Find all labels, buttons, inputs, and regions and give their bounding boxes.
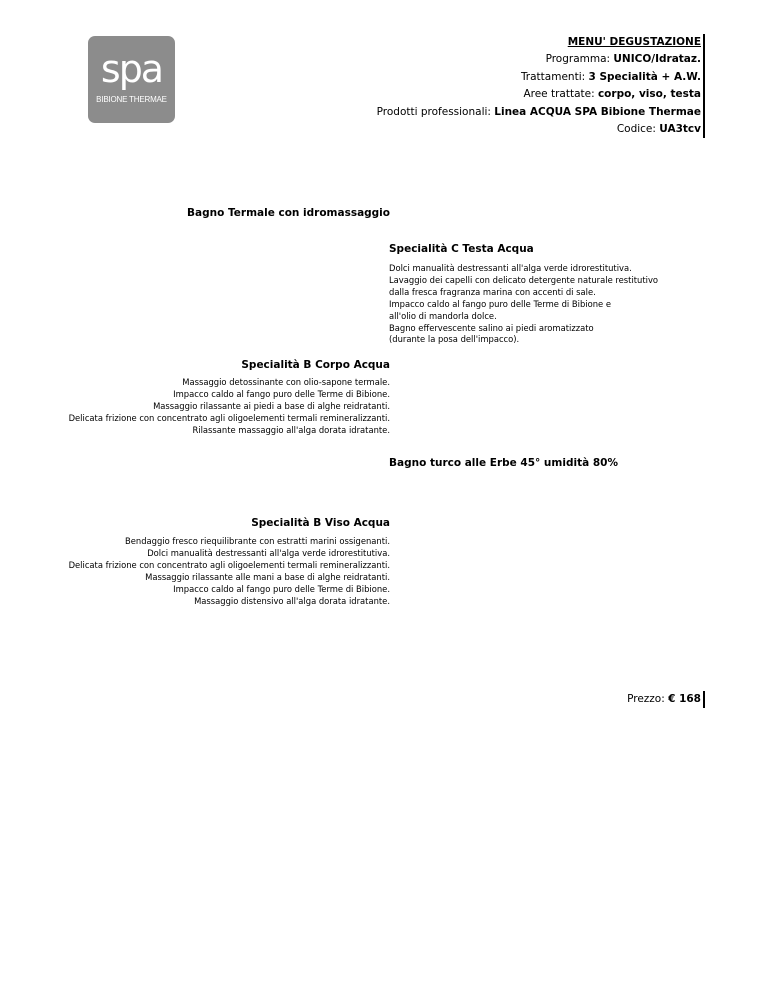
info-label: Programma:	[545, 53, 614, 66]
section-body-viso	[69, 536, 390, 607]
treatment-line: (durante la posa dell'impacco).	[389, 334, 520, 345]
section-body-testa	[389, 263, 658, 346]
info-row-codice	[377, 121, 701, 138]
menu-title: MENU' DEGUSTAZIONE	[567, 36, 701, 48]
info-label: Aree trattate:	[523, 88, 598, 101]
info-label: Codice:	[616, 123, 660, 136]
treatment-line: Massaggio rilassante ai piedi a base di alghe reidratanti.	[153, 400, 390, 411]
treatment-line: Massaggio detossinante con olio-sapone termale.	[182, 377, 390, 387]
treatment-line: Bendaggio fresco riequilibrante con estratti marini ossigenanti.	[125, 536, 390, 546]
spa-logo	[88, 36, 175, 123]
treatment-line: Massaggio rilassante alle mani a base di alghe reidratanti.	[145, 571, 390, 582]
treatment-line: Rilassante massaggio all'alga dorata idratante.	[192, 424, 390, 435]
treatment-line: Dolci manualità destressanti all'alga verde idrorestitutiva.	[389, 263, 632, 273]
section-title-bagno-termale: Bagno Termale con idromassaggio	[187, 207, 390, 219]
treatment-line: Impacco caldo al fango puro delle Terme di Bibione.	[173, 388, 390, 399]
info-value: UA3tcv	[659, 123, 701, 136]
info-row-programma	[377, 51, 701, 68]
treatment-line: Massaggio distensivo all'alga dorata idratante.	[194, 595, 390, 606]
treatment-line: Delicata frizione con concentrato agli oligoelementi termali remineralizzanti.	[68, 559, 390, 570]
info-row-aree	[377, 86, 701, 103]
info-value: 3 Specialità + A.W.	[588, 70, 701, 83]
price-value: € 168	[668, 693, 701, 705]
section-title-testa: Specialità C Testa Acqua	[389, 243, 534, 255]
info-label: Trattamenti:	[520, 70, 589, 83]
logo-wordmark: spa	[100, 47, 163, 91]
treatment-line: Bagno effervescente salino ai piedi aromatizzato	[389, 322, 594, 333]
treatment-line: Dolci manualità destressanti all'alga verde idrorestitutiva.	[147, 547, 390, 558]
info-value: corpo, viso, testa	[597, 88, 701, 101]
treatment-line: dalla fresca fragranza marina con accenti di sale.	[389, 286, 596, 297]
section-body-corpo	[69, 377, 390, 437]
treatment-line: all'olio di mandorla dolce.	[389, 310, 497, 321]
treatment-line: Delicata frizione con concentrato agli oligoelementi termali remineralizzanti.	[68, 412, 390, 423]
info-value: UNICO/Idrataz.	[613, 53, 701, 66]
price-block	[627, 691, 705, 708]
program-info-block	[377, 34, 705, 138]
price-label: Prezzo:	[627, 693, 669, 705]
info-label: Prodotti professionali:	[376, 105, 495, 118]
section-title-bagno-turco: Bagno turco alle Erbe 45° umidità 80%	[389, 457, 618, 469]
treatment-line: Impacco caldo al fango puro delle Terme di Bibione e	[389, 298, 611, 309]
section-title-viso: Specialità B Viso Acqua	[251, 517, 390, 529]
treatment-line: Impacco caldo al fango puro delle Terme di Bibione.	[173, 583, 390, 594]
treatment-line: Lavaggio dei capelli con delicato detergente naturale restitutivo	[389, 274, 659, 285]
info-row-trattamenti	[377, 69, 701, 86]
info-row-prodotti	[377, 104, 701, 121]
logo-subtitle: BIBIONE THERMAE	[96, 95, 167, 104]
info-value: Linea ACQUA SPA Bibione Thermae	[494, 105, 701, 118]
section-title-corpo: Specialità B Corpo Acqua	[241, 359, 390, 371]
